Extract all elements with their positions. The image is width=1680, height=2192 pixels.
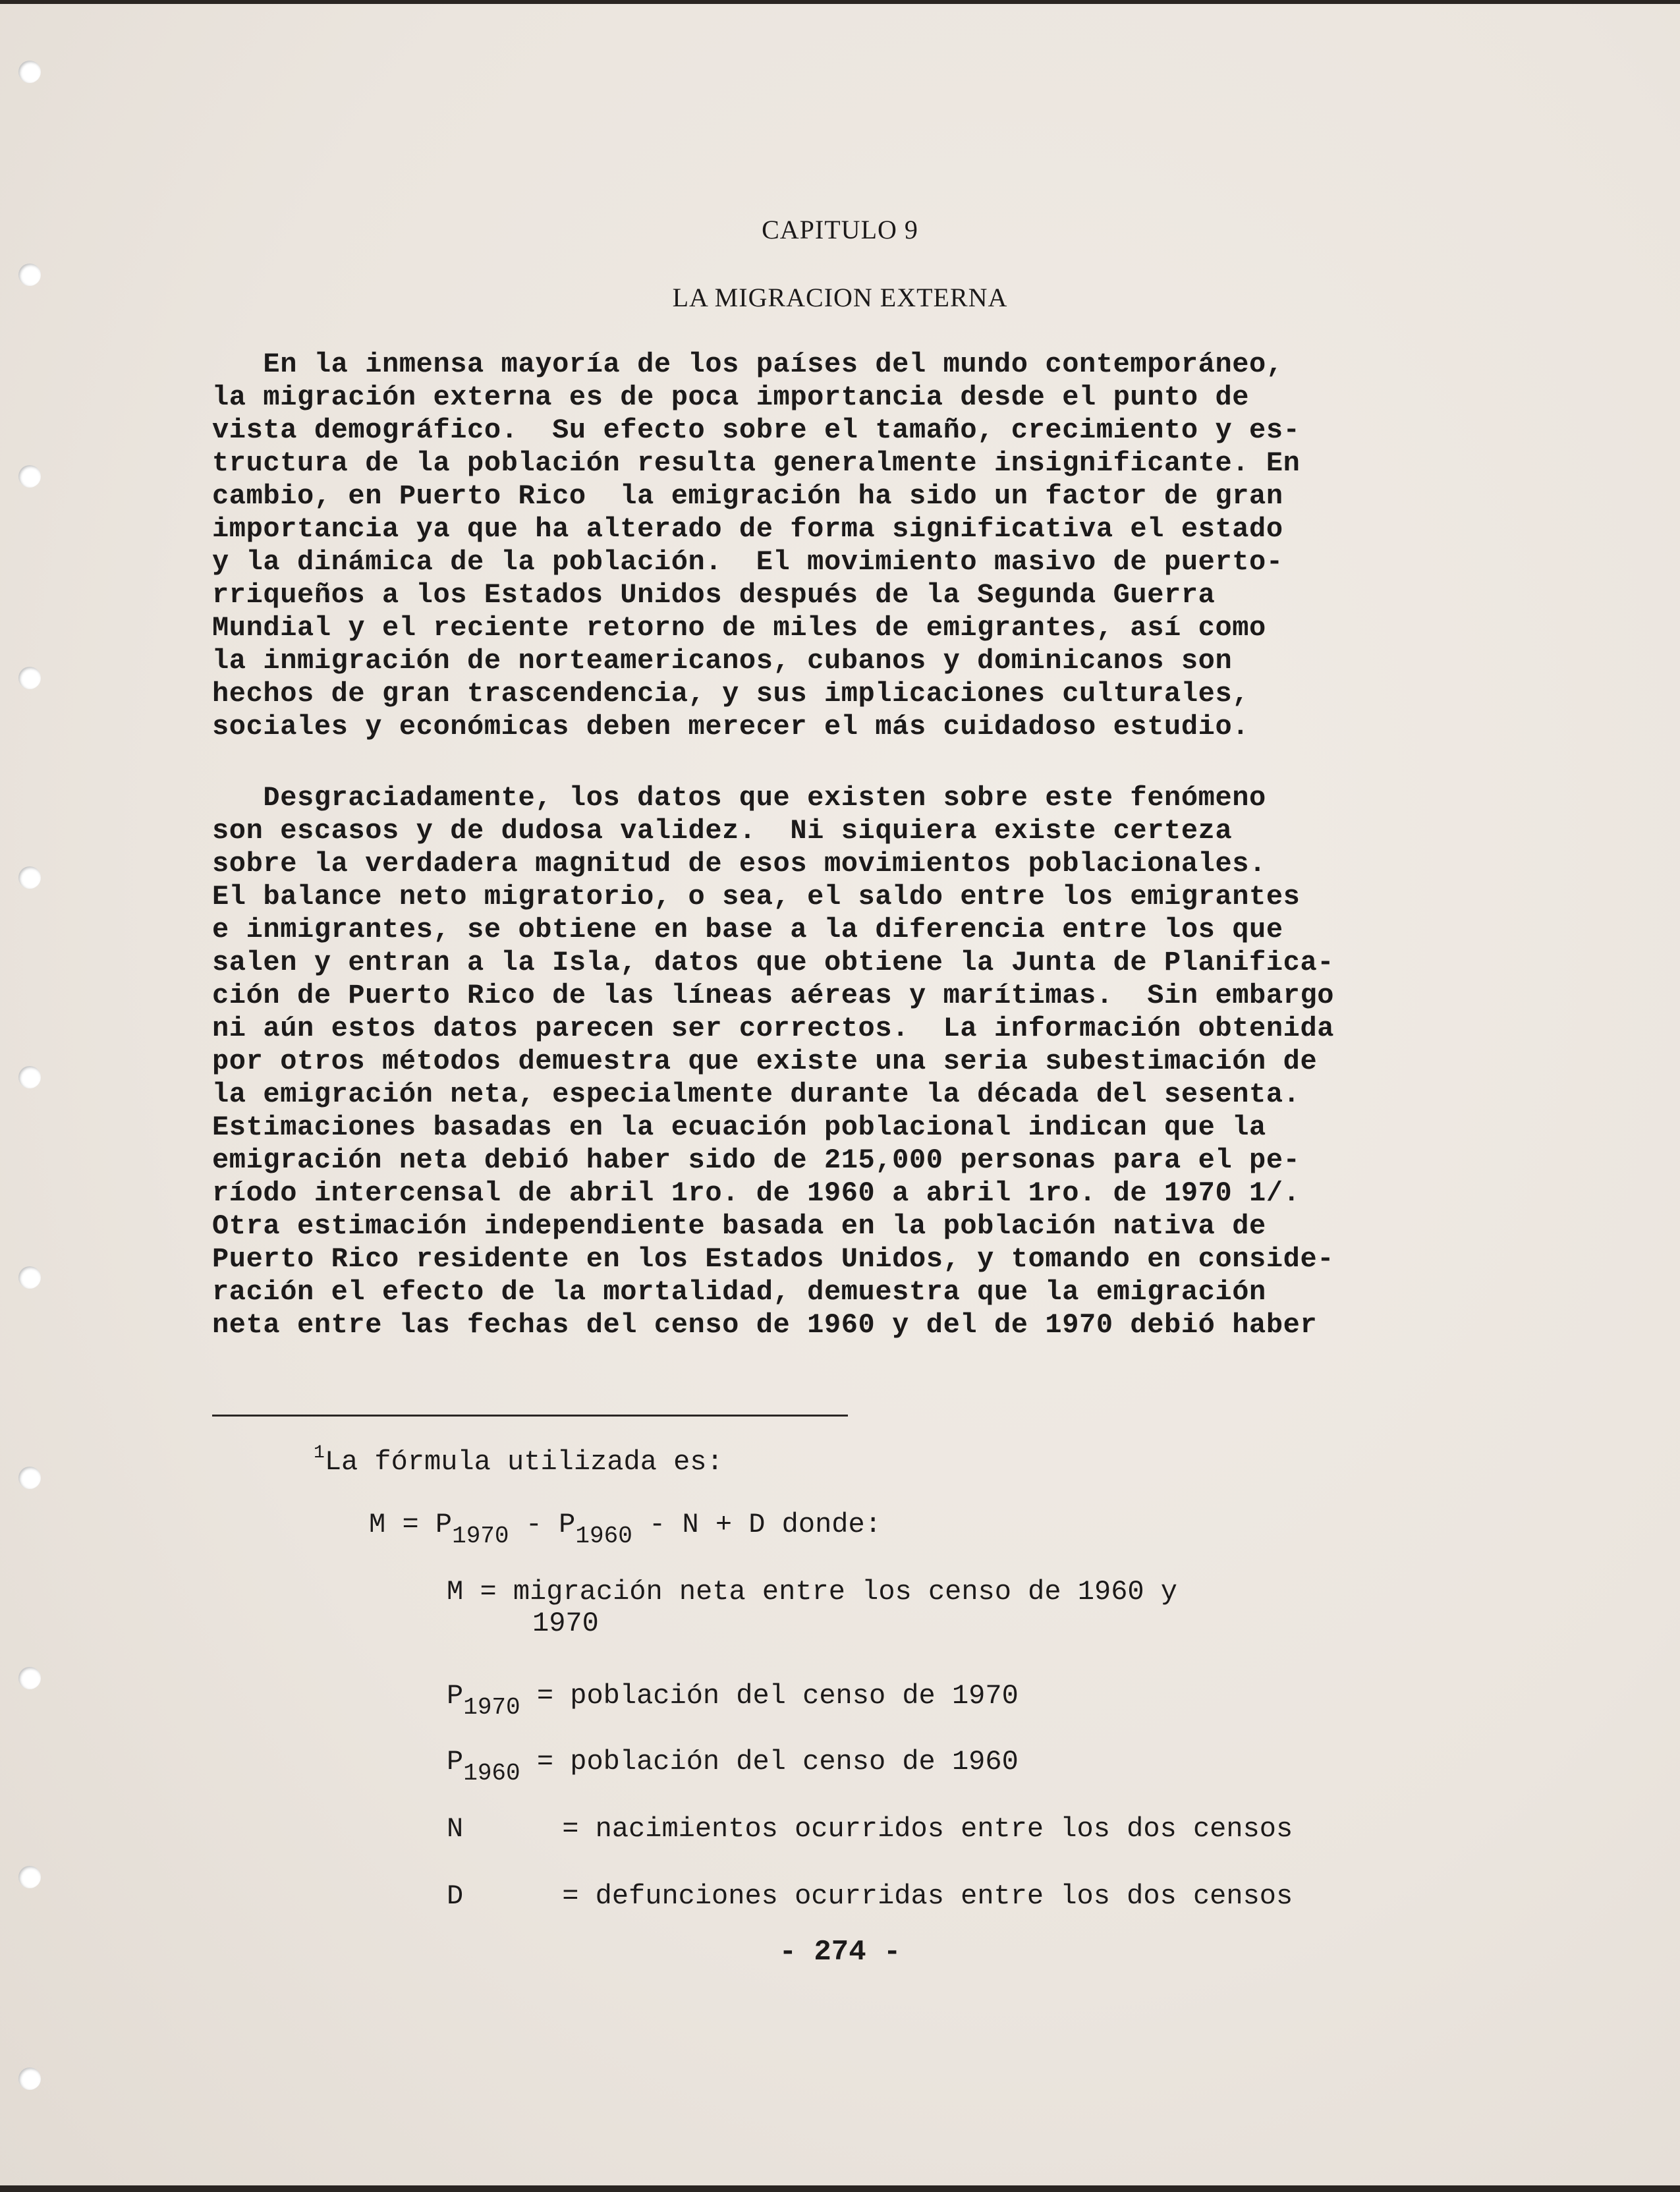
definition-p1960: P1960 = población del censo de 1960 — [447, 1746, 1019, 1787]
footnote-rule — [212, 1415, 848, 1417]
definition-m-cont: 1970 — [532, 1608, 599, 1639]
paragraph-2: Desgraciadamente, los datos que existen sobre este fenómeno son escasos y de dudosa validez. Ni siquiera existe certeza sobre la verdadera magnitud de esos movimientos poblacionales. El balance neto migratorio, o sea, el saldo entre los emigrantes e inmigrantes, se obtiene en base a la diferencia entre los que salen y entran a la Isla, datos que obtiene la Junta de Planifica- ción de Puerto Rico de las líneas aéreas y marítimas. Sin embargo ni aún estos datos parecen ser correctos. La información obtenida por otros métodos demuestra que existe una seria subestimación de la emigración neta, especialmente durante la década del sesenta. Estimaciones basadas en la ecuación poblacional indican que la emigración neta debió haber sido de 215,000 personas para el pe- ríodo intercensal de abril 1ro. de 1960 a abril 1ro. de 1970 1/. Otra estimación independiente basada en la población nativa de Puerto Rico residente en los Estados Unidos, y tomando en conside- ración el efecto de la mortalidad, demuestra que la emigración neta entre las fechas del censo de 1960 y del de 1970 debió haber — [212, 782, 1335, 1341]
footnote-intro: $^1$La fórmula utilizada es: — [314, 1443, 723, 1478]
punch-hole — [18, 61, 41, 83]
bottom-edge — [0, 2185, 1680, 2192]
punch-hole — [18, 1866, 41, 1888]
punch-hole — [18, 1467, 41, 1489]
definition-d: D = defunciones ocurridas entre los dos censos — [447, 1880, 1293, 1912]
definition-p1970: P1970 = población del censo de 1970 — [447, 1680, 1019, 1721]
chapter-title: LA MIGRACION EXTERNA — [672, 283, 1008, 312]
punch-hole — [18, 2067, 41, 2090]
punch-hole — [18, 667, 41, 689]
punch-hole — [18, 1266, 41, 1289]
punch-hole — [18, 866, 41, 889]
formula: M = P1970 - P1960 - N + D donde: — [369, 1509, 882, 1550]
punch-hole — [18, 1667, 41, 1689]
definition-m: M = migración neta entre los censo de 1960 y — [447, 1576, 1178, 1608]
paragraph-1: En la inmensa mayoría de los países del mundo contemporáneo, la migración externa es de poca importancia desde el punto de vista demográfico. Su efecto sobre el tamaño, crecimiento y es- tructura de la población resulta generalmente insignificante. En cambio, en Puerto Rico la emigración ha sido un factor de gran importancia ya que ha alterado de forma significativa el estado y la dinámica de la población. El movimiento masivo de puerto- rriqueños a los Estados Unidos después de la Segunda Guerra Mundial y el reciente retorno de miles de emigrantes, así como la inmigración de norteamericanos, cubanos y dominicanos son hechos de gran trascendencia, y sus implicaciones culturales, sociales y económicas deben merecer el más cuidadoso estudio. — [212, 349, 1301, 743]
page-number: - 274 - — [779, 1936, 901, 1969]
definition-n: N = nacimientos ocurridos entre los dos censos — [447, 1813, 1293, 1845]
punch-hole — [18, 1066, 41, 1088]
punch-hole — [18, 465, 41, 488]
top-edge — [0, 0, 1680, 4]
chapter-heading: CAPITULO 9 — [762, 215, 918, 244]
